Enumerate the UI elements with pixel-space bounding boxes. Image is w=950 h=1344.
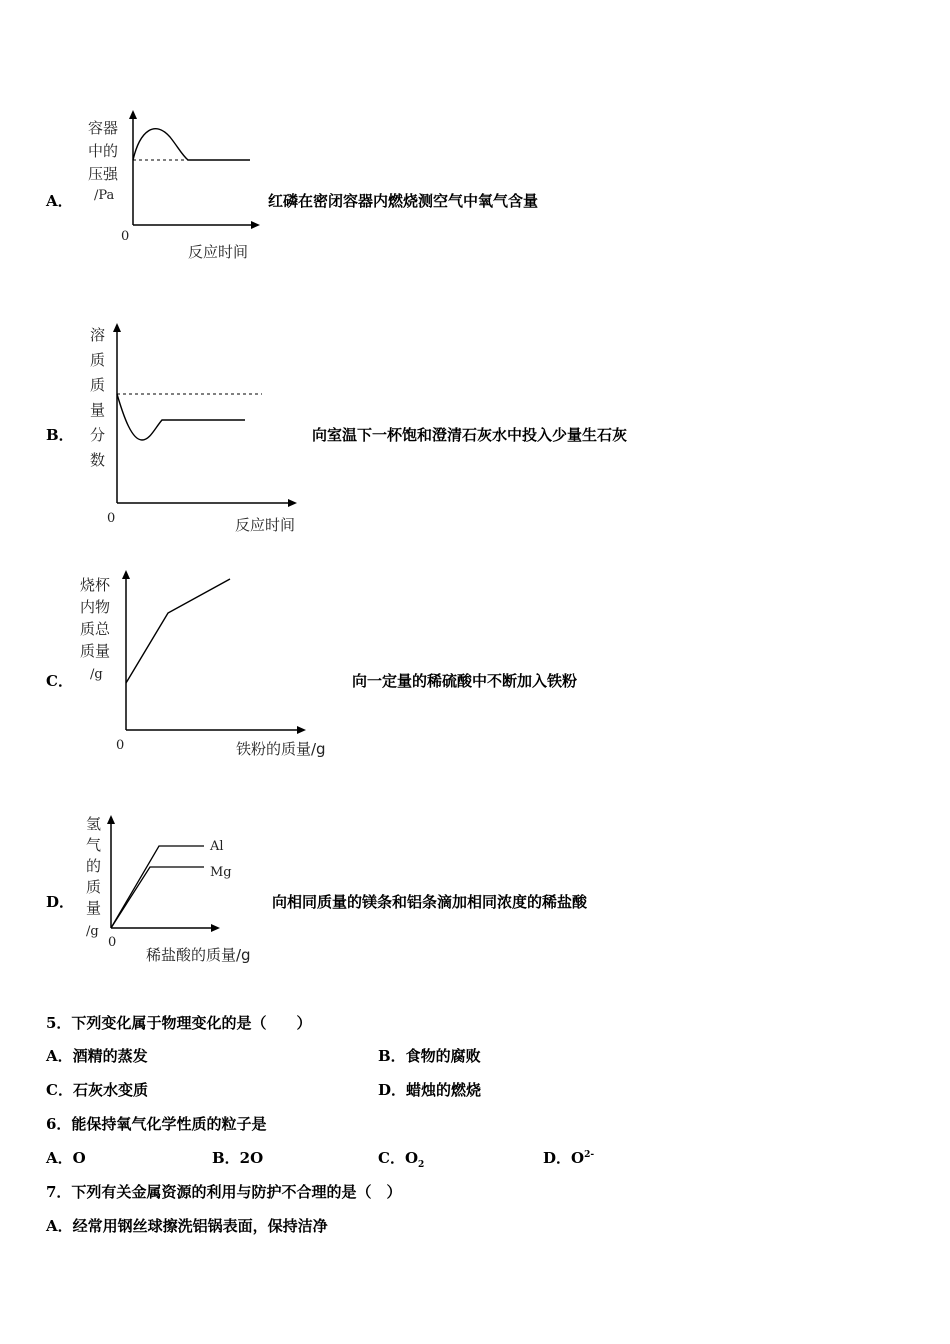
graph-b-origin: 0	[107, 511, 116, 526]
graph-a	[80, 105, 270, 265]
graph-b-curve	[117, 394, 245, 440]
graph-d-series-mg	[111, 867, 204, 928]
graph-c-x-arrow	[297, 726, 306, 734]
graph-a-curve	[133, 129, 250, 160]
graph-c-xlabel: 铁粉的质量/g	[236, 740, 326, 758]
graph-d-ylabel-line: 气	[86, 836, 102, 854]
graph-d-label-al: Al	[210, 839, 224, 854]
graph-b	[80, 318, 310, 538]
graph-c-ylabel	[80, 576, 111, 682]
graph-d	[80, 810, 280, 970]
graph-a-xlabel: 反应时间	[188, 243, 249, 261]
question-6-option-d	[543, 1147, 594, 1168]
question-6-option-c-text: C．O	[378, 1149, 419, 1167]
graph-d-ylabel-line: 质	[86, 878, 102, 896]
graph-b-ylabel-line: 溶	[90, 326, 106, 344]
question-6-option-b: B．2O	[212, 1149, 264, 1167]
graph-b-ylabel-line: 量	[90, 401, 106, 419]
graph-b-ylabel-line: 分	[90, 426, 106, 444]
graph-a-ylabel-line: /Pa	[94, 188, 115, 203]
question-6-option-c	[378, 1147, 424, 1170]
question-7-stem: 7．下列有关金属资源的利用与防护不合理的是（ ）	[46, 1183, 402, 1201]
graph-a-origin: 0	[121, 229, 130, 244]
graph-c-origin: 0	[116, 738, 125, 753]
graph-c-ylabel-line: 质量	[80, 642, 111, 660]
graph-d-y-arrow	[107, 815, 115, 824]
graph-d-ylabel-line: 量	[86, 899, 102, 917]
question-5-option-a: A．酒精的蒸发	[46, 1047, 148, 1065]
graph-d-label-mg: Mg	[210, 865, 232, 880]
graph-d-xlabel: 稀盐酸的质量/g	[146, 946, 251, 964]
graph-d-origin: 0	[108, 935, 117, 950]
graph-c	[78, 565, 358, 765]
graph-b-ylabel	[90, 326, 105, 469]
option-letter-d: D．	[46, 893, 75, 911]
graph-b-x-arrow	[288, 499, 297, 507]
graph-a-ylabel-line: 压强	[88, 165, 119, 183]
question-6-stem: 6．能保持氧气化学性质的粒子是	[46, 1115, 267, 1133]
graph-a-x-arrow	[251, 221, 260, 229]
question-7-option-a: A．经常用钢丝球擦洗铝锅表面，保持洁净	[46, 1217, 328, 1235]
question-6-option-d-text: D．O	[543, 1149, 585, 1167]
graph-d-description: 向相同质量的镁条和铝条滴加相同浓度的稀盐酸	[272, 893, 588, 911]
question-5-option-b: B．食物的腐败	[378, 1047, 481, 1065]
question-6-option-a: A．O	[46, 1149, 86, 1167]
question-6-option-d-superscript: 2-	[584, 1150, 595, 1160]
graph-a-ylabel-line: 中的	[88, 142, 119, 160]
option-letter-c: C．	[46, 672, 73, 690]
graph-c-ylabel-line: 内物	[80, 598, 111, 616]
graph-d-ylabel	[86, 815, 101, 939]
graph-d-ylabel-line: 的	[86, 857, 102, 875]
graph-a-y-arrow	[129, 110, 137, 119]
graph-b-ylabel-line: 质	[90, 351, 106, 369]
graph-c-curve	[126, 579, 230, 683]
graph-c-ylabel-line: 烧杯	[80, 576, 111, 594]
graph-c-y-arrow	[122, 570, 130, 579]
question-5-option-c: C．石灰水变质	[46, 1081, 148, 1099]
graph-c-ylabel-line: /g	[90, 667, 103, 682]
graph-b-ylabel-line: 质	[90, 376, 106, 394]
option-letter-a: A．	[46, 192, 73, 210]
option-letter-b: B．	[46, 426, 74, 444]
graph-d-x-arrow	[211, 924, 220, 932]
graph-b-description: 向室温下一杯饱和澄清石灰水中投入少量生石灰	[312, 426, 628, 444]
graph-b-ylabel-line: 数	[90, 451, 106, 469]
question-6-option-c-subscript: 2	[418, 1160, 425, 1170]
graph-b-xlabel: 反应时间	[235, 516, 296, 534]
question-5-stem: 5．下列变化属于物理变化的是（ ）	[46, 1014, 312, 1032]
graph-c-description: 向一定量的稀硫酸中不断加入铁粉	[352, 672, 578, 690]
graph-d-ylabel-line: 氢	[86, 815, 102, 833]
graph-a-ylabel	[88, 119, 119, 203]
graph-a-description: 红磷在密闭容器内燃烧测空气中氧气含量	[268, 192, 539, 210]
graph-d-ylabel-line: /g	[86, 924, 99, 939]
graph-c-ylabel-line: 质总	[80, 620, 111, 638]
graph-a-ylabel-line: 容器	[88, 119, 119, 137]
graph-b-y-arrow	[113, 323, 121, 332]
graph-d-series-al	[111, 846, 204, 928]
question-5-option-d: D．蜡烛的燃烧	[378, 1081, 482, 1099]
